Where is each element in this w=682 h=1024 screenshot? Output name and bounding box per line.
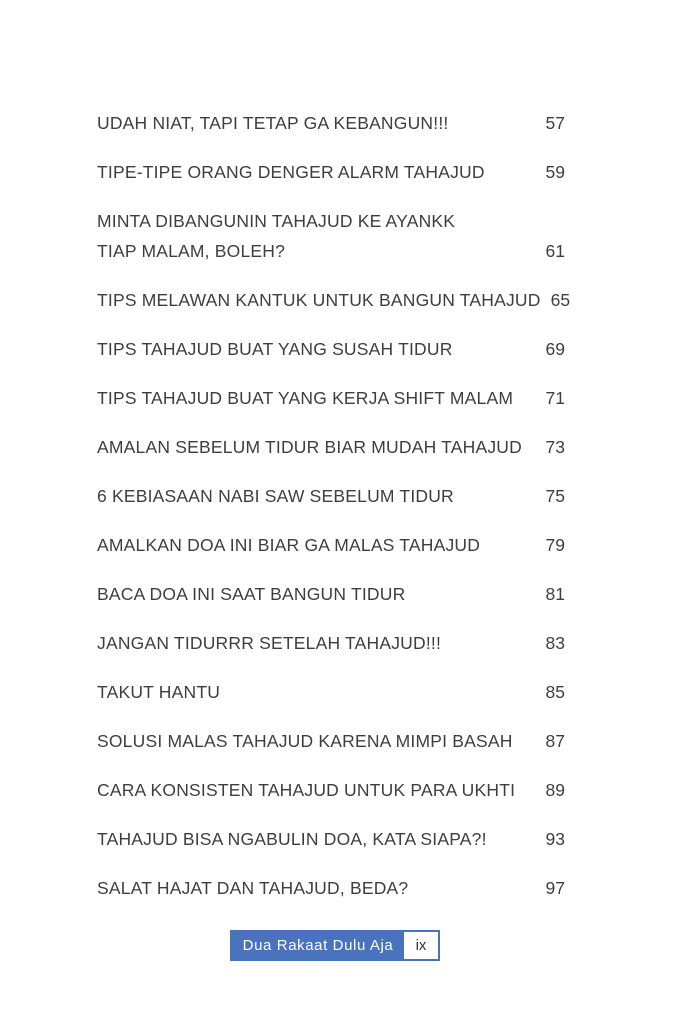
toc-entry (97, 628, 565, 658)
toc-entry-page-number: 73 (545, 437, 565, 457)
toc-entry-title (97, 824, 536, 854)
footer-banner (230, 930, 440, 961)
toc-entry-title-line: 6 KEBIASAAN NABI SAW SEBELUM TIDUR (97, 486, 454, 506)
toc-entry (97, 775, 565, 805)
toc-entry-title (97, 206, 536, 266)
toc-entry-page-number: 71 (545, 388, 565, 408)
toc-entry (97, 334, 565, 364)
book-title: Dua Rakaat Dulu Aja (242, 937, 394, 954)
toc-entry-page-number: 65 (550, 290, 571, 310)
toc-entry-title-line: CARA KONSISTEN TAHAJUD UNTUK PARA UKHTI (97, 780, 516, 800)
toc-entry-title (97, 579, 536, 609)
toc-entry-title-line: SOLUSI MALAS TAHAJUD KARENA MIMPI BASAH (97, 731, 513, 751)
toc-entry-title (97, 285, 541, 315)
toc-entry-title (97, 677, 536, 707)
toc-entry (97, 285, 571, 315)
toc-entry (97, 579, 565, 609)
toc-entry-title-line: TIPS MELAWAN KANTUK UNTUK BANGUN TAHAJUD (97, 290, 541, 310)
toc-entry-page-number: 87 (545, 731, 565, 751)
toc-entry-title-line: TIPE-TIPE ORANG DENGER ALARM TAHAJUD (97, 162, 485, 182)
toc-entry-title-line: TAHAJUD BISA NGABULIN DOA, KATA SIAPA?! (97, 829, 487, 849)
toc-entry-title (97, 334, 536, 364)
toc-entry-title (97, 157, 536, 187)
toc-entry-title-line: TIPS TAHAJUD BUAT YANG KERJA SHIFT MALAM (97, 388, 514, 408)
toc-entry (97, 481, 565, 511)
toc-entry (97, 726, 565, 756)
toc-entry-title (97, 481, 536, 511)
table-of-contents (97, 0, 571, 922)
toc-entry-title (97, 628, 536, 658)
toc-entry (97, 383, 565, 413)
toc-entry-page-number: 61 (545, 241, 565, 261)
toc-entry-page-number: 59 (545, 162, 565, 182)
toc-entry-page-number: 75 (545, 486, 565, 506)
toc-entry-title-line: AMALAN SEBELUM TIDUR BIAR MUDAH TAHAJUD (97, 437, 522, 457)
toc-entry (97, 206, 565, 266)
toc-entry (97, 824, 565, 854)
toc-entry-title-line: UDAH NIAT, TAPI TETAP GA KEBANGUN!!! (97, 113, 449, 133)
toc-entry-page-number: 81 (545, 584, 565, 604)
toc-entry-page-number: 57 (545, 113, 565, 133)
toc-entry-title-line: TIAP MALAM, BOLEH? (97, 241, 286, 261)
toc-entry-page-number: 83 (545, 633, 565, 653)
toc-entry-title (97, 873, 536, 903)
toc-entry (97, 108, 565, 138)
toc-entry-title (97, 775, 536, 805)
toc-entry (97, 157, 565, 187)
toc-entry (97, 677, 565, 707)
toc-entry (97, 873, 565, 903)
toc-entry-page-number: 79 (545, 535, 565, 555)
toc-entry (97, 530, 565, 560)
toc-entry-title-line: MINTA DIBANGUNIN TAHAJUD KE AYANKK (97, 211, 456, 231)
toc-entry-title-line: JANGAN TIDURRR SETELAH TAHAJUD!!! (97, 633, 442, 653)
toc-entry (97, 432, 565, 462)
toc-entry-title (97, 383, 536, 413)
toc-entry-title (97, 432, 536, 462)
toc-entry-title (97, 726, 536, 756)
toc-entry-page-number: 97 (545, 878, 565, 898)
page-number-badge: ix (404, 932, 438, 959)
toc-entry-title (97, 530, 536, 560)
toc-entry-page-number: 85 (545, 682, 565, 702)
toc-entry-title-line: SALAT HAJAT DAN TAHAJUD, BEDA? (97, 878, 409, 898)
toc-entry-page-number: 93 (545, 829, 565, 849)
toc-entry-title-line: AMALKAN DOA INI BIAR GA MALAS TAHAJUD (97, 535, 481, 555)
toc-entry-title (97, 108, 536, 138)
toc-entry-title-line: TIPS TAHAJUD BUAT YANG SUSAH TIDUR (97, 339, 453, 359)
toc-entry-page-number: 89 (545, 780, 565, 800)
toc-entry-title-line: TAKUT HANTU (97, 682, 221, 702)
toc-entry-page-number: 69 (545, 339, 565, 359)
toc-entry-title-line: BACA DOA INI SAAT BANGUN TIDUR (97, 584, 406, 604)
